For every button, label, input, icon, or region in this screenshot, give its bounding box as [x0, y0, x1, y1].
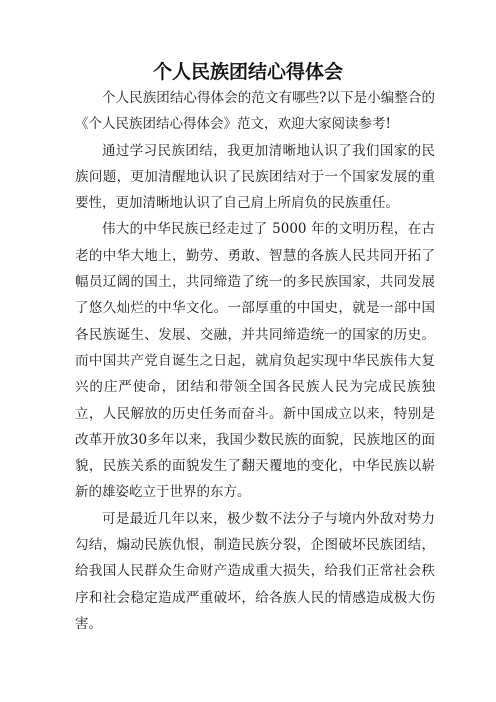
paragraph-understanding: 通过学习民族团结，我更加清晰地认识了我们国家的民族问题，更加清醒地认识了民族团结对于一个国家发展的重要性，更加清晰地认识了自己肩上所肩负的民族重任。	[75, 142, 435, 212]
document-title: 个人民族团结心得体会	[152, 61, 343, 83]
paragraph-intro: 个人民族团结心得体会的范文有哪些?以下是小编整合的《个人民族团结心得体会》范文，欢迎大家阅读参考!	[75, 90, 435, 133]
paragraph-threats: 可是最近几年以来，极少数不法分子与境内外敌对势力勾结，煽动民族仇恨，制造民族分裂，企图破坏民族团结，给我国人民群众生命财产造成重大损失，给我们正常社会秩序和社会稳定造成严重破坏，给各族人民的情感造成极大伤害。	[75, 510, 435, 632]
paragraph-history: 伟大的中华民族已经走过了 5000 年的文明历程，在古老的中华大地上，勤劳、勇敢、智慧的各族人民共同开拓了幅员辽阔的国土，共同缔造了统一的多民族国家，共同发展了悠久灿烂的中华文化。一部厚重的中国史，就是一部中国各民族诞生、发展、交融，并共同缔造统一的国家的历史。而中国共产党自诞生之日起，就肩负起实现中华民族伟大复兴的庄严使命，团结和带领全国各民族人民为完成民族独立，人民解放的历史任务而奋斗。新中国成立以来，特别是改革开放30多年以来，我国少数民族的面貌，民族地区的面貌，民族关系的面貌发生了翻天覆地的变化，中华民族以崭新的雄姿屹立于世界的东方。	[75, 221, 435, 501]
document-body	[75, 85, 435, 637]
